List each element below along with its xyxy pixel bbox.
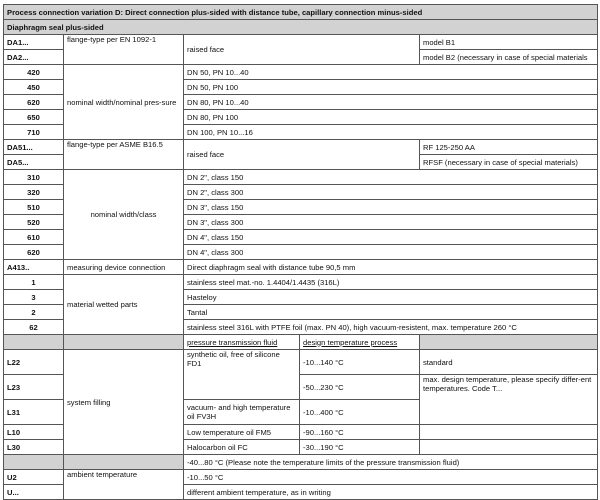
fill-label: system filling bbox=[64, 350, 184, 455]
ambient-note: -40...80 °C (Please note the temperature limits of the pressure transmission fluid) bbox=[184, 455, 598, 470]
ambient-value: different ambient temperature, as in writing bbox=[184, 485, 598, 500]
material-value: stainless steel 316L with PTFE foil (max. PN 40), high vacuum-resistent, max. temperature 260 °C bbox=[184, 320, 598, 335]
row-description: flange-type per EN 1092-1 bbox=[64, 35, 184, 65]
table-row bbox=[4, 65, 598, 80]
size-label: nominal width/nominal pres-sure bbox=[64, 65, 184, 140]
temp-header-text: design temperature process bbox=[303, 337, 398, 347]
order-code: 3 bbox=[4, 290, 64, 305]
size-value: DN 100, PN 10...16 bbox=[184, 125, 598, 140]
fluid-value: Low temperature oil FM5 bbox=[184, 425, 300, 440]
order-code: 420 bbox=[4, 65, 64, 80]
size-value: DN 3", class 300 bbox=[184, 215, 598, 230]
order-code: L31 bbox=[4, 400, 64, 425]
fluid-column-header bbox=[184, 335, 300, 350]
blank-cell bbox=[64, 455, 184, 470]
fill-note: standard bbox=[420, 350, 598, 375]
table-title-row bbox=[4, 5, 598, 20]
order-code: 2 bbox=[4, 305, 64, 320]
model-value: RFSF (necessary in case of special materials) bbox=[420, 155, 598, 170]
blank-cell bbox=[420, 335, 598, 350]
order-code: 710 bbox=[4, 125, 64, 140]
blank-cell bbox=[420, 440, 598, 455]
model-value: RF 125-250 AA bbox=[420, 140, 598, 155]
order-code: 310 bbox=[4, 170, 64, 185]
fluid-header-text: pressure transmission fluid bbox=[187, 337, 278, 347]
order-code: DA51... bbox=[4, 140, 64, 155]
table-row bbox=[4, 275, 598, 290]
order-code: A413.. bbox=[4, 260, 64, 275]
material-value: stainless steel mat.-no. 1.4404/1.4435 (316L) bbox=[184, 275, 598, 290]
temp-column-header bbox=[300, 335, 420, 350]
order-code: U2 bbox=[4, 470, 64, 485]
section-header: Diaphragm seal plus-sided bbox=[4, 20, 598, 35]
model-value: model B1 bbox=[420, 35, 598, 50]
order-code: L22 bbox=[4, 350, 64, 375]
table-row bbox=[4, 455, 598, 470]
material-value: Hasteloy bbox=[184, 290, 598, 305]
order-code: DA2... bbox=[4, 50, 64, 65]
size-value: DN 2", class 150 bbox=[184, 170, 598, 185]
table-row bbox=[4, 170, 598, 185]
size-value: DN 2", class 300 bbox=[184, 185, 598, 200]
fluid-value: Halocarbon oil FC bbox=[184, 440, 300, 455]
order-code: L10 bbox=[4, 425, 64, 440]
order-code: 620 bbox=[4, 245, 64, 260]
table-row bbox=[4, 260, 598, 275]
connection-value: Direct diaphragm seal with distance tube 90,5 mm bbox=[184, 260, 598, 275]
ambient-label: ambient temperature bbox=[64, 470, 184, 500]
blank-cell bbox=[64, 335, 184, 350]
temp-value: -10...140 °C bbox=[300, 350, 420, 375]
fill-note: max. design temperature, please specify differ-ent temperatures. Code T... bbox=[420, 375, 598, 425]
spec-table bbox=[3, 4, 598, 500]
order-code: L23 bbox=[4, 375, 64, 400]
table-row bbox=[4, 140, 598, 155]
size-value: DN 80, PN 10...40 bbox=[184, 95, 598, 110]
order-code: 510 bbox=[4, 200, 64, 215]
section-header-row bbox=[4, 20, 598, 35]
order-code: 520 bbox=[4, 215, 64, 230]
fluid-value: synthetic oil, free of silicone FD1 bbox=[184, 350, 300, 400]
size-value: DN 80, PN 100 bbox=[184, 110, 598, 125]
temp-value: -90...160 °C bbox=[300, 425, 420, 440]
order-code: 650 bbox=[4, 110, 64, 125]
temp-value: -50...230 °C bbox=[300, 375, 420, 400]
ambient-value: -10...50 °C bbox=[184, 470, 598, 485]
table-row bbox=[4, 35, 598, 50]
row-description: flange-type per ASME B16.5 bbox=[64, 140, 184, 170]
size-value: DN 50, PN 10...40 bbox=[184, 65, 598, 80]
table-title: Process connection variation D: Direct connection plus-sided with distance tube, capillary connection minus-sided bbox=[4, 5, 598, 20]
order-code: 320 bbox=[4, 185, 64, 200]
order-code: DA5... bbox=[4, 155, 64, 170]
fill-header-row bbox=[4, 335, 598, 350]
fluid-value: vacuum- and high temperature oil FV3H bbox=[184, 400, 300, 425]
order-code: U... bbox=[4, 485, 64, 500]
order-code: 610 bbox=[4, 230, 64, 245]
order-code: 620 bbox=[4, 95, 64, 110]
size-label: nominal width/class bbox=[64, 170, 184, 260]
material-value: Tantal bbox=[184, 305, 598, 320]
size-value: DN 50, PN 100 bbox=[184, 80, 598, 95]
order-code: 1 bbox=[4, 275, 64, 290]
face-type: raised face bbox=[184, 140, 420, 170]
size-value: DN 4", class 150 bbox=[184, 230, 598, 245]
material-label: material wetted parts bbox=[64, 275, 184, 335]
order-code: 62 bbox=[4, 320, 64, 335]
face-type: raised face bbox=[184, 35, 420, 65]
model-value: model B2 (necessary in case of special materials bbox=[420, 50, 598, 65]
temp-value: -30...190 °C bbox=[300, 440, 420, 455]
table-row bbox=[4, 470, 598, 485]
order-code: DA1... bbox=[4, 35, 64, 50]
row-description: measuring device connection bbox=[64, 260, 184, 275]
table-row bbox=[4, 350, 598, 375]
blank-cell bbox=[420, 425, 598, 440]
order-code: 450 bbox=[4, 80, 64, 95]
size-value: DN 3", class 150 bbox=[184, 200, 598, 215]
temp-value: -10...400 °C bbox=[300, 400, 420, 425]
blank-cell bbox=[4, 335, 64, 350]
blank-cell bbox=[4, 455, 64, 470]
size-value: DN 4", class 300 bbox=[184, 245, 598, 260]
order-code: L30 bbox=[4, 440, 64, 455]
